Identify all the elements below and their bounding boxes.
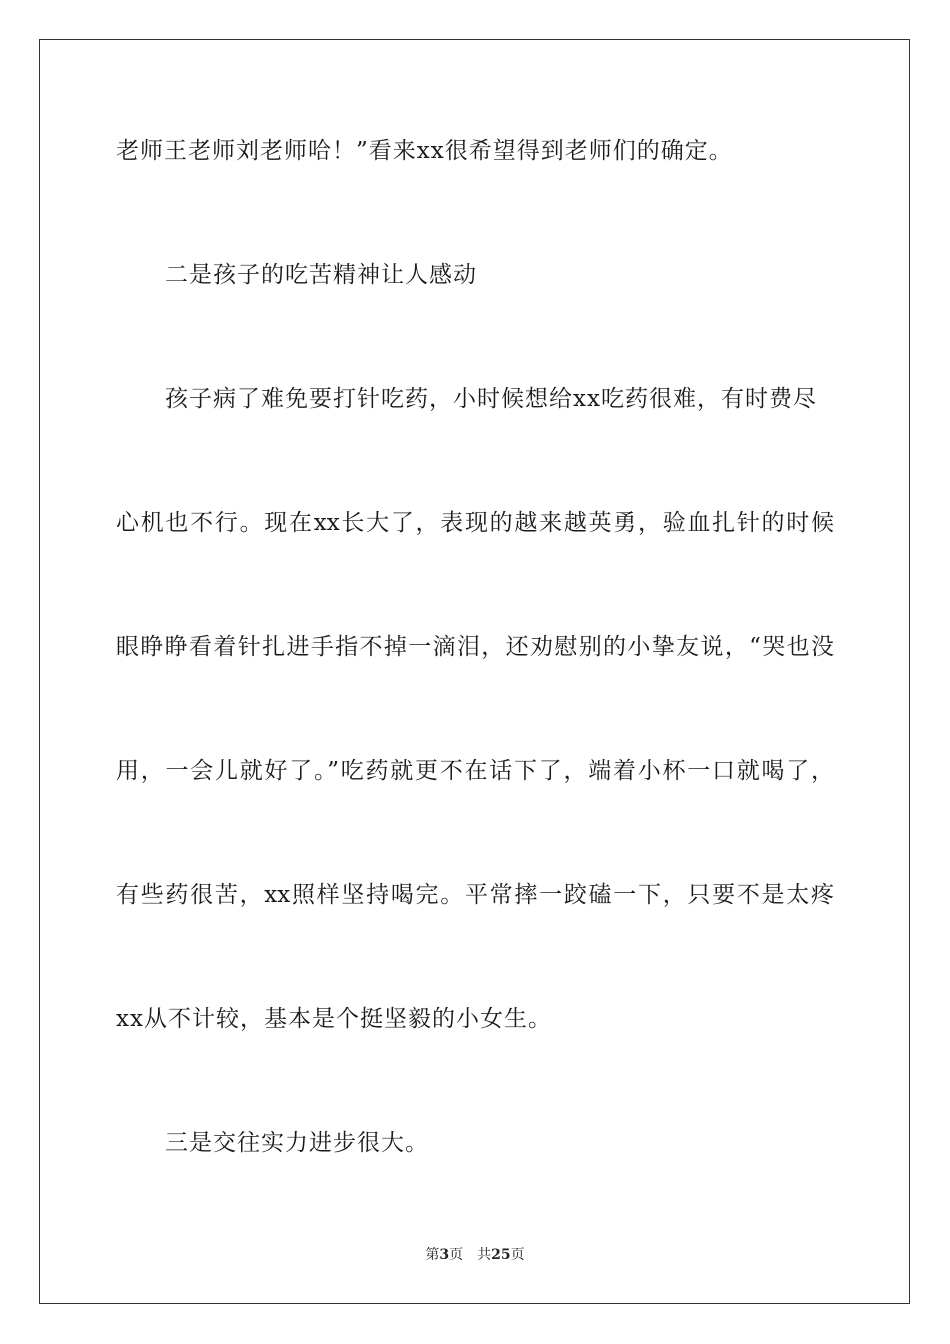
paragraph-line-2: 心机也不行。现在xx长大了，表现的越来越英勇，验血扎针的时候 [116, 510, 834, 536]
total-suffix: 页 [510, 1247, 525, 1263]
page-border [39, 39, 910, 1304]
total-pages: 25 [491, 1247, 511, 1263]
page-suffix: 页 [449, 1247, 464, 1263]
paragraph-line-3: 眼睁睁看着针扎进手指不掉一滴泪，还劝慰别的小挚友说，“哭也没 [116, 634, 834, 660]
paragraph-line-1: 孩子病了难免要打针吃药，小时候想给xx吃药很难，有时费尽 [165, 386, 817, 412]
paragraph-line-6: xx从不计较，基本是个挺坚毅的小女生。 [116, 1006, 552, 1032]
paragraph-line-4: 用，一会儿就好了。”吃药就更不在话下了，端着小杯一口就喝了， [116, 758, 834, 784]
page-number: 3 [439, 1247, 450, 1263]
section-heading-2: 二是孩子的吃苦精神让人感动 [165, 262, 477, 288]
total-prefix: 共 [477, 1247, 492, 1263]
paragraph-line-5: 有些药很苦，xx照样坚持喝完。平常摔一跤磕一下，只要不是太疼 [116, 882, 834, 908]
page-prefix: 第 [425, 1247, 440, 1263]
section-heading-3: 三是交往实力进步很大。 [165, 1130, 429, 1156]
page-footer [0, 1246, 950, 1264]
text-line-1: 老师王老师刘老师哈！”看来xx很希望得到老师们的确定。 [116, 138, 733, 164]
